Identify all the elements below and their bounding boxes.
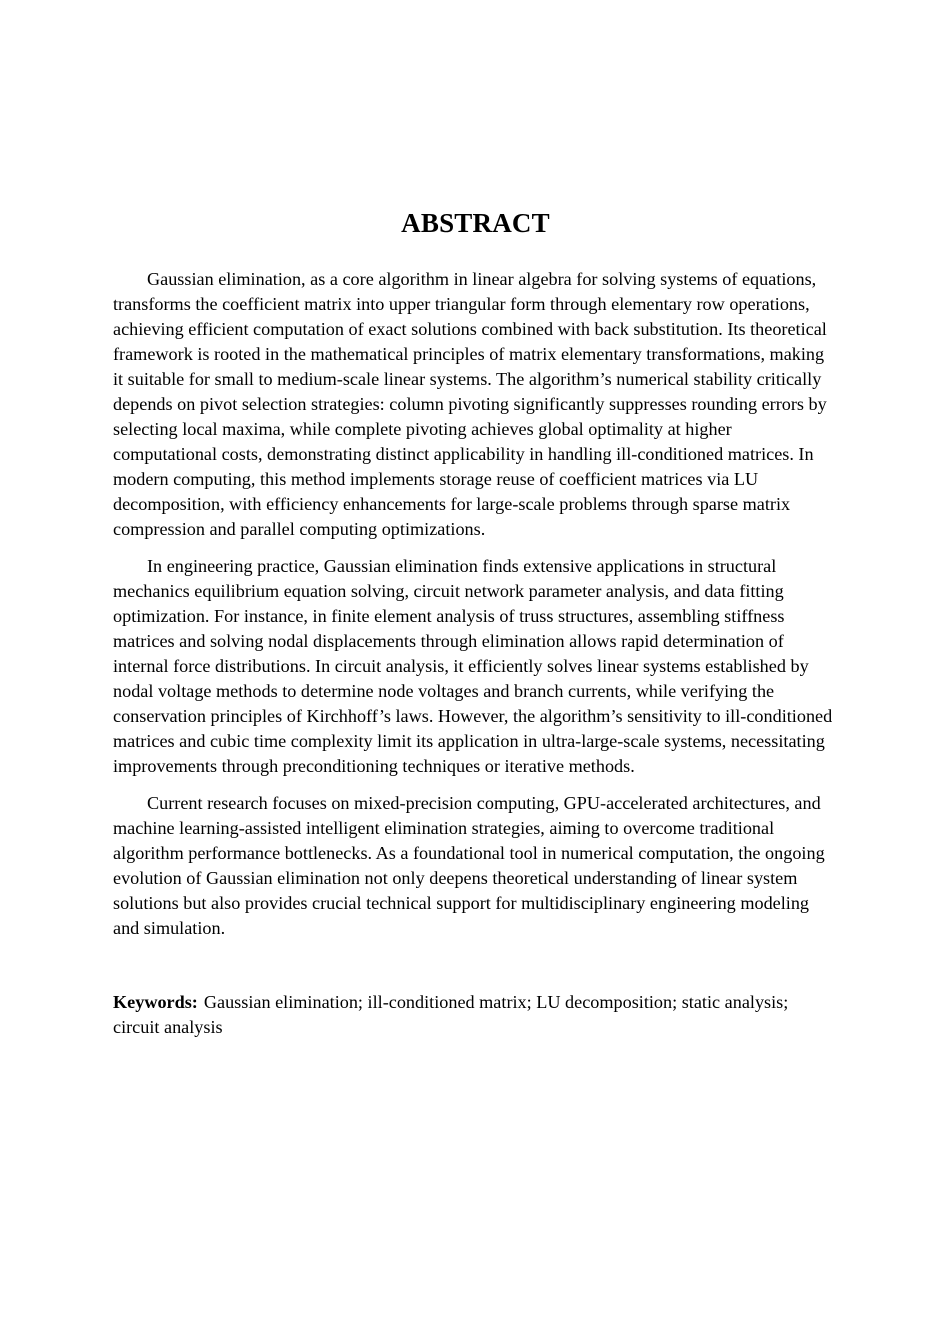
keywords-line [113,990,838,1040]
abstract-page [113,205,838,1040]
abstract-title: ABSTRACT [401,208,550,238]
keywords-label: Keywords: [113,992,198,1012]
keywords-text: Gaussian elimination; ill-conditioned matrix; LU decomposition; static analysis; circuit analysis [113,992,789,1037]
abstract-paragraph-3: Current research focuses on mixed-precision computing, GPU-accelerated architectures, and machine learning-assisted intelligent elimination strategies, aiming to overcome traditional algorithm performance bottlenecks. As a foundational tool in numerical computation, the ongoing evolution of Gaussian elimination not only deepens theoretical understanding of linear system solutions but also provides crucial technical support for multidisciplinary engineering modeling and simulation. [113,793,825,938]
abstract-paragraph-1: Gaussian elimination, as a core algorithm in linear algebra for solving systems of equations, transforms the coefficient matrix into upper triangular form through elementary row operations, achieving efficient computation of exact solutions combined with back substitution. Its theoretical framework is rooted in the mathematical principles of matrix elementary transformations, making it suitable for small to medium-scale linear systems. The algorithm’s numerical stability critically depends on pivot selection strategies: column pivoting significantly suppresses rounding errors by selecting local maxima, while complete pivoting achieves global optimality at higher computational costs, demonstrating distinct applicability in handling ill-conditioned matrices. In modern computing, this method implements storage reuse of coefficient matrices via LU decomposition, with efficiency enhancements for large-scale problems through sparse matrix compression and parallel computing optimizations. [113,269,827,539]
abstract-paragraph-2: In engineering practice, Gaussian elimination finds extensive applications in structural mechanics equilibrium equation solving, circuit network parameter analysis, and data fitting optimization. For instance, in finite element analysis of truss structures, assembling stiffness matrices and solving nodal displacements through elimination allows rapid determination of internal force distributions. In circuit analysis, it efficiently solves linear systems established by nodal voltage methods to determine node voltages and branch currents, while verifying the conservation principles of Kirchhoff’s laws. However, the algorithm’s sensitivity to ill-conditioned matrices and cubic time complexity limit its application in ultra-large-scale systems, necessitating improvements through preconditioning techniques or iterative methods. [113,556,833,776]
